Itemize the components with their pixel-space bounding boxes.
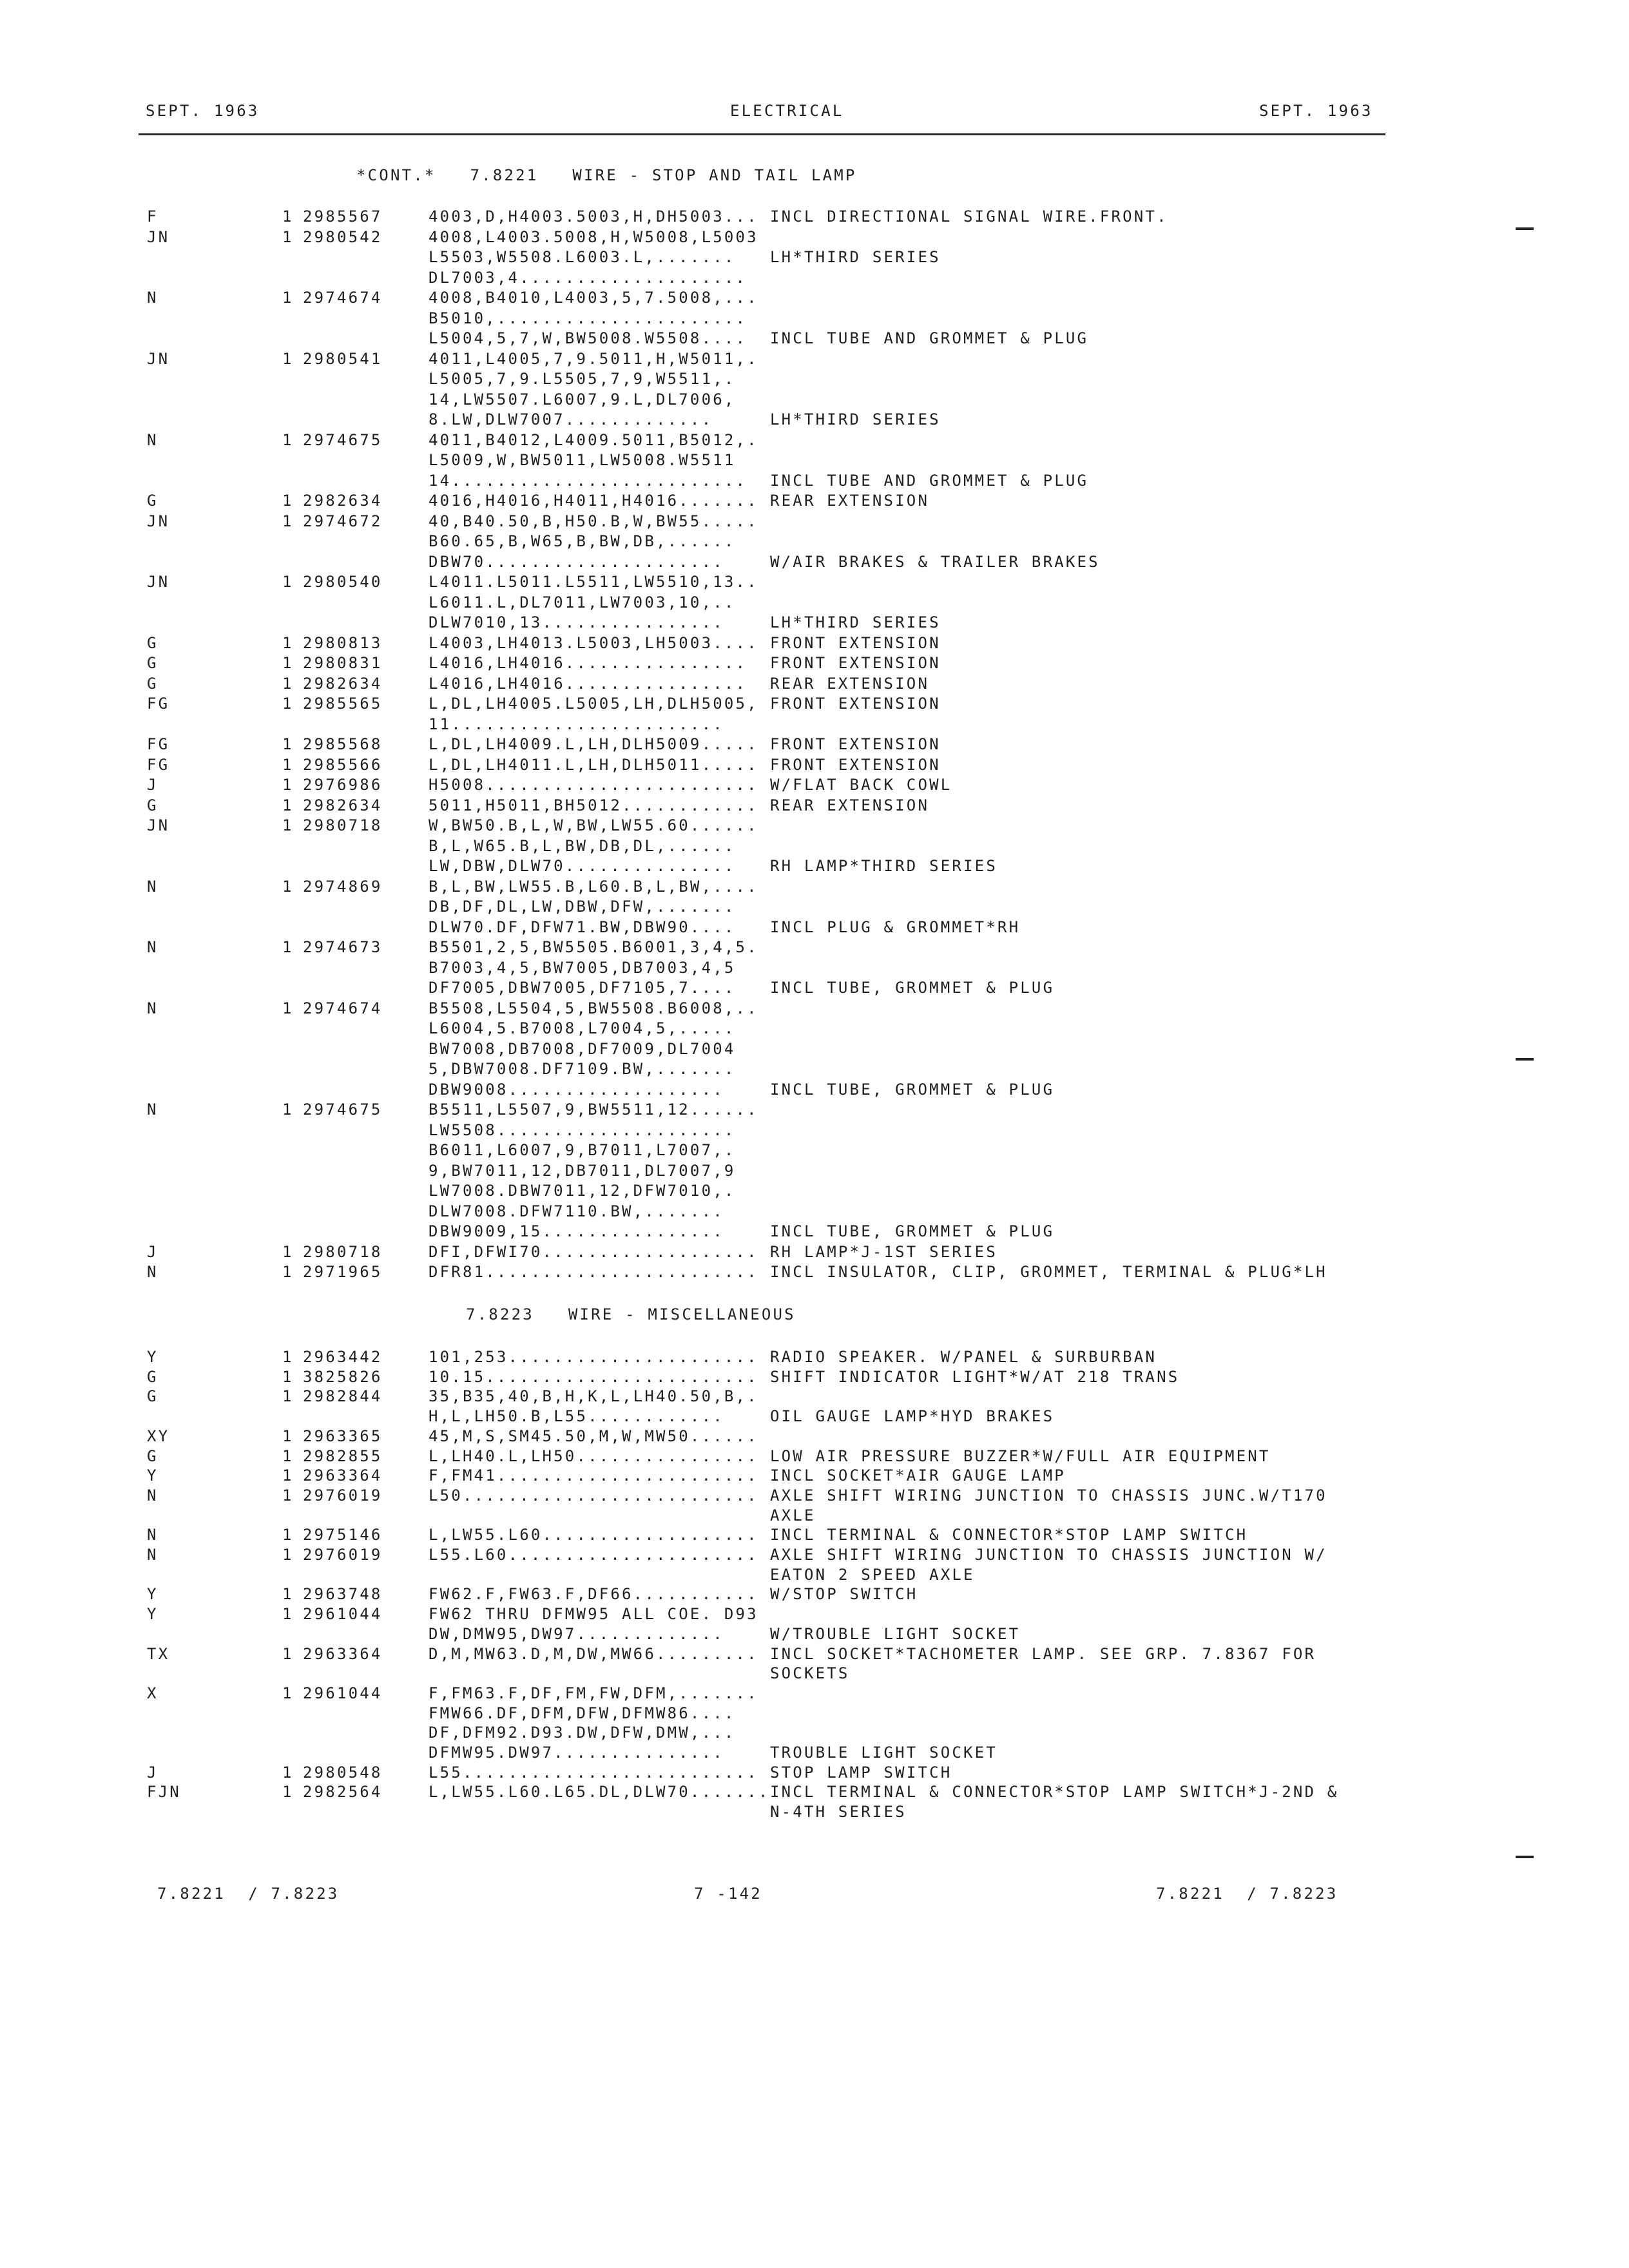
description: FRONT EXTENSION: [770, 654, 941, 672]
description: LH*THIRD SERIES: [770, 248, 941, 266]
footer-group-right: 7.8221 / 7.8223: [1156, 1885, 1338, 1903]
model-code: Y: [147, 1605, 159, 1624]
part-number: 2976019: [303, 1546, 383, 1564]
description: FRONT EXTENSION: [770, 633, 941, 652]
model-code: N: [147, 938, 159, 956]
application: L,LH40.L,LH50................: [429, 1446, 758, 1465]
part-number: 2963364: [303, 1644, 383, 1663]
model-code: X: [147, 1684, 159, 1702]
description: W/TROUBLE LIGHT SOCKET: [770, 1624, 1021, 1643]
application: LW7008.DBW7011,12,DFW7010,.: [429, 1182, 736, 1200]
quantity: 1: [282, 1684, 294, 1702]
part-number: 2974675: [303, 430, 383, 449]
application: DF7005,DBW7005,DF7105,7....: [429, 979, 736, 997]
application: DFMW95.DW97...............: [429, 1744, 724, 1762]
model-code: JN: [147, 227, 170, 246]
application: 5,DBW7008.DF7109.BW,.......: [429, 1060, 736, 1078]
application: 8.LW,DLW7007.............: [429, 410, 713, 428]
quantity: 1: [282, 289, 294, 307]
application: B5508,L5504,5,BW5508.B6008,..: [429, 999, 758, 1017]
quantity: 1: [282, 1585, 294, 1604]
application: B6011,L6007,9,B7011,L7007,.: [429, 1141, 736, 1159]
part-number: 2982844: [303, 1387, 383, 1406]
quantity: 1: [282, 1427, 294, 1445]
part-number: 2980542: [303, 227, 383, 246]
part-number: 2980718: [303, 816, 383, 834]
margin-mark: [1516, 1058, 1534, 1061]
quantity: 1: [282, 796, 294, 814]
quantity: 1: [282, 1526, 294, 1544]
application: 4011,L4005,7,9.5011,H,W5011,.: [429, 349, 758, 368]
application: L5503,W5508.L6003.L,.......: [429, 248, 736, 266]
part-number: 2974674: [303, 289, 383, 307]
model-code: JN: [147, 512, 170, 530]
description: SOCKETS: [770, 1664, 850, 1683]
application: B,L,BW,LW55.B,L60.B,L,BW,....: [429, 877, 758, 896]
model-code: G: [147, 633, 159, 652]
part-number: 2980548: [303, 1763, 383, 1782]
description: INCL DIRECTIONAL SIGNAL WIRE.FRONT.: [770, 207, 1168, 226]
part-number: 2974673: [303, 938, 383, 956]
model-code: G: [147, 1367, 159, 1386]
description: N-4TH SERIES: [770, 1803, 907, 1821]
model-code: J: [147, 1242, 159, 1261]
application: L50..........................: [429, 1486, 758, 1504]
header-rule: [139, 133, 1385, 135]
description: REAR EXTENSION: [770, 796, 930, 814]
description: FRONT EXTENSION: [770, 755, 941, 774]
application: DBW70.....................: [429, 552, 724, 571]
quantity: 1: [282, 755, 294, 774]
part-number: 2982634: [303, 796, 383, 814]
application: B5511,L5507,9,BW5511,12......: [429, 1100, 758, 1119]
quantity: 1: [282, 349, 294, 368]
model-code: G: [147, 674, 159, 693]
model-code: N: [147, 1486, 159, 1504]
model-code: FG: [147, 735, 170, 753]
description: OIL GAUGE LAMP*HYD BRAKES: [770, 1407, 1055, 1426]
margin-mark: [1516, 227, 1534, 230]
part-number: 2980718: [303, 1242, 383, 1261]
quantity: 1: [282, 695, 294, 713]
description: RH LAMP*THIRD SERIES: [770, 857, 998, 875]
description: SHIFT INDICATOR LIGHT*W/AT 218 TRANS: [770, 1367, 1180, 1386]
application: DFR81........................: [429, 1263, 758, 1281]
description: INCL TUBE, GROMMET & PLUG: [770, 979, 1055, 997]
quantity: 1: [282, 1486, 294, 1504]
description: AXLE SHIFT WIRING JUNCTION TO CHASSIS JUNC.W/T170: [770, 1486, 1327, 1504]
model-code: N: [147, 1263, 159, 1281]
quantity: 1: [282, 1263, 294, 1281]
quantity: 1: [282, 1763, 294, 1782]
section-title-stop-tail-lamp: *CONT.* 7.8221 WIRE - STOP AND TAIL LAMP: [356, 166, 857, 184]
application: L,DL,LH4011.L,LH,DLH5011.....: [429, 755, 758, 774]
application: L,LW55.L60.L65.DL,DLW70.......: [429, 1783, 770, 1802]
application: D,M,MW63.D,M,DW,MW66.........: [429, 1644, 758, 1663]
quantity: 1: [282, 573, 294, 591]
quantity: 1: [282, 816, 294, 834]
application: DBW9008...................: [429, 1080, 724, 1099]
application: L55..........................: [429, 1763, 758, 1782]
description: W/AIR BRAKES & TRAILER BRAKES: [770, 552, 1100, 571]
application: DF,DFM92.D93.DW,DFW,DMW,...: [429, 1724, 736, 1742]
application: L5009,W,BW5011,LW5008.W5511: [429, 451, 736, 469]
application: 11........................: [429, 715, 724, 733]
description: INCL TUBE, GROMMET & PLUG: [770, 1222, 1055, 1240]
description: INCL TUBE AND GROMMET & PLUG: [770, 471, 1089, 490]
model-code: G: [147, 1387, 159, 1406]
part-number: 2985568: [303, 735, 383, 753]
application: BW7008,DB7008,DF7009,DL7004: [429, 1039, 736, 1058]
application: 14,LW5507.L6007,9.L,DL7006,: [429, 390, 736, 408]
model-code: N: [147, 1100, 159, 1119]
part-number: 2963365: [303, 1427, 383, 1445]
part-number: 2980541: [303, 349, 383, 368]
part-number: 2980831: [303, 654, 383, 672]
application: B60.65,B,W65,B,BW,DB,......: [429, 532, 736, 550]
model-code: FG: [147, 755, 170, 774]
model-code: G: [147, 796, 159, 814]
application: FMW66.DF,DFM,DFW,DFMW86....: [429, 1704, 736, 1722]
application: 4008,B4010,L4003,5,7.5008,...: [429, 289, 758, 307]
quantity: 1: [282, 1644, 294, 1663]
application: DLW7010,13................: [429, 613, 724, 631]
quantity: 1: [282, 735, 294, 753]
quantity: 1: [282, 1242, 294, 1261]
application: L,DL,LH4005.L5005,LH,DLH5005,: [429, 695, 758, 713]
description: W/STOP SWITCH: [770, 1585, 918, 1604]
description: LOW AIR PRESSURE BUZZER*W/FULL AIR EQUIPMENT: [770, 1446, 1271, 1465]
application: 10.15........................: [429, 1367, 758, 1386]
application: H5008........................: [429, 776, 758, 794]
part-number: 2974674: [303, 999, 383, 1017]
section-title-miscellaneous: 7.8223 WIRE - MISCELLANEOUS: [466, 1305, 796, 1323]
header-date-right: SEPT. 1963: [1259, 102, 1373, 120]
application: 35,B35,40,B,H,K,L,LH40.50,B,.: [429, 1387, 758, 1406]
part-number: 2974675: [303, 1100, 383, 1119]
quantity: 1: [282, 654, 294, 672]
application: DL7003,4....................: [429, 268, 747, 287]
application: DW,DMW95,DW97.............: [429, 1624, 724, 1643]
model-code: FJN: [147, 1783, 181, 1802]
application: L4003,LH4013.L5003,LH5003....: [429, 633, 758, 652]
quantity: 1: [282, 512, 294, 530]
application: B7003,4,5,BW7005,DB7003,4,5: [429, 958, 736, 977]
model-code: N: [147, 877, 159, 896]
application: L6004,5.B7008,L7004,5,.....: [429, 1019, 736, 1037]
part-number: 2963748: [303, 1585, 383, 1604]
application: 101,253......................: [429, 1348, 758, 1366]
part-number: 2971965: [303, 1263, 383, 1281]
application: H,L,LH50.B,L55............: [429, 1407, 724, 1426]
model-code: J: [147, 1763, 159, 1782]
application: 40,B40.50,B,H50.B,W,BW55.....: [429, 512, 758, 530]
application: F,FM63.F,DF,FM,FW,DFM,.......: [429, 1684, 758, 1702]
description: INCL INSULATOR, CLIP, GROMMET, TERMINAL & PLUG*LH: [770, 1263, 1327, 1281]
part-number: 2961044: [303, 1684, 383, 1702]
quantity: 1: [282, 1446, 294, 1465]
description: RADIO SPEAKER. W/PANEL & SURBURBAN: [770, 1348, 1157, 1366]
part-number: 2982855: [303, 1446, 383, 1465]
application: 9,BW7011,12,DB7011,DL7007,9: [429, 1161, 736, 1180]
part-number: 2985566: [303, 755, 383, 774]
quantity: 1: [282, 633, 294, 652]
description: INCL SOCKET*AIR GAUGE LAMP: [770, 1466, 1066, 1485]
description: FRONT EXTENSION: [770, 695, 941, 713]
margin-mark: [1516, 1856, 1534, 1858]
application: 4008,L4003.5008,H,W5008,L5003: [429, 227, 758, 246]
part-number: 2985565: [303, 695, 383, 713]
application: B5010,......................: [429, 309, 747, 327]
model-code: J: [147, 776, 159, 794]
description: STOP LAMP SWITCH: [770, 1763, 952, 1782]
application: DFI,DFWI70...................: [429, 1242, 758, 1261]
application: FW62.F,FW63.F,DF66...........: [429, 1585, 758, 1604]
application: L5004,5,7,W,BW5008.W5508....: [429, 329, 747, 347]
part-number: 3825826: [303, 1367, 383, 1386]
model-code: G: [147, 654, 159, 672]
footer-page-number: 7 -142: [694, 1885, 762, 1903]
header-date-left: SEPT. 1963: [146, 102, 260, 120]
description: REAR EXTENSION: [770, 674, 930, 693]
model-code: G: [147, 492, 159, 510]
model-code: N: [147, 430, 159, 449]
quantity: 1: [282, 877, 294, 896]
application: 5011,H5011,BH5012............: [429, 796, 758, 814]
description: FRONT EXTENSION: [770, 735, 941, 753]
application: B5501,2,5,BW5505.B6001,3,4,5.: [429, 938, 758, 956]
quantity: 1: [282, 1783, 294, 1802]
header-section-title: ELECTRICAL: [730, 102, 844, 120]
application: F,FM41.......................: [429, 1466, 758, 1485]
part-number: 2982634: [303, 492, 383, 510]
model-code: XY: [147, 1427, 170, 1445]
description: LH*THIRD SERIES: [770, 410, 941, 428]
model-code: F: [147, 207, 159, 226]
description: RH LAMP*J-1ST SERIES: [770, 1242, 998, 1261]
application: L6011.L,DL7011,LW7003,10,..: [429, 593, 736, 611]
part-number: 2976019: [303, 1486, 383, 1504]
application: 4003,D,H4003.5003,H,DH5003...: [429, 207, 758, 226]
part-number: 2985567: [303, 207, 383, 226]
quantity: 1: [282, 999, 294, 1017]
application: L4016,LH4016................: [429, 674, 747, 693]
description: EATON 2 SPEED AXLE: [770, 1565, 975, 1584]
application: 14..........................: [429, 471, 747, 490]
quantity: 1: [282, 1367, 294, 1386]
quantity: 1: [282, 492, 294, 510]
quantity: 1: [282, 1605, 294, 1624]
model-code: Y: [147, 1585, 159, 1604]
quantity: 1: [282, 207, 294, 226]
application: 45,M,S,SM45.50,M,W,MW50......: [429, 1427, 758, 1445]
part-number: 2963364: [303, 1466, 383, 1485]
part-number: 2982634: [303, 674, 383, 693]
description: INCL TUBE, GROMMET & PLUG: [770, 1080, 1055, 1099]
model-code: Y: [147, 1466, 159, 1485]
application: L4016,LH4016................: [429, 654, 747, 672]
model-code: JN: [147, 573, 170, 591]
description: LH*THIRD SERIES: [770, 613, 941, 631]
part-number: 2980540: [303, 573, 383, 591]
application: 4016,H4016,H4011,H4016.......: [429, 492, 758, 510]
part-number: 2982564: [303, 1783, 383, 1802]
description: INCL SOCKET*TACHOMETER LAMP. SEE GRP. 7.8367 FOR: [770, 1644, 1316, 1663]
description: AXLE: [770, 1506, 816, 1524]
quantity: 1: [282, 1387, 294, 1406]
quantity: 1: [282, 1546, 294, 1564]
quantity: 1: [282, 1348, 294, 1366]
model-code: FG: [147, 695, 170, 713]
model-code: G: [147, 1446, 159, 1465]
description: REAR EXTENSION: [770, 492, 930, 510]
quantity: 1: [282, 938, 294, 956]
application: DLW70.DF,DFW71.BW,DBW90....: [429, 918, 736, 936]
model-code: JN: [147, 816, 170, 834]
application: L5005,7,9.L5505,7,9,W5511,.: [429, 370, 736, 388]
model-code: N: [147, 1526, 159, 1544]
application: L,LW55.L60...................: [429, 1526, 758, 1544]
description: W/FLAT BACK COWL: [770, 776, 952, 794]
quantity: 1: [282, 1466, 294, 1485]
model-code: JN: [147, 349, 170, 368]
application: DLW7008.DFW7110.BW,.......: [429, 1202, 724, 1220]
application: W,BW50.B,L,W,BW,LW55.60......: [429, 816, 758, 834]
part-number: 2961044: [303, 1605, 383, 1624]
footer-group-left: 7.8221 / 7.8223: [157, 1885, 340, 1903]
model-code: N: [147, 1546, 159, 1564]
model-code: N: [147, 999, 159, 1017]
application: LW5508.....................: [429, 1120, 736, 1139]
description: INCL TUBE AND GROMMET & PLUG: [770, 329, 1089, 347]
quantity: 1: [282, 430, 294, 449]
model-code: Y: [147, 1348, 159, 1366]
description: TROUBLE LIGHT SOCKET: [770, 1744, 998, 1762]
part-number: 2974869: [303, 877, 383, 896]
quantity: 1: [282, 674, 294, 693]
application: L,DL,LH4009.L,LH,DLH5009.....: [429, 735, 758, 753]
model-code: TX: [147, 1644, 170, 1663]
part-number: 2963442: [303, 1348, 383, 1366]
application: LW,DBW,DLW70...............: [429, 857, 736, 875]
part-number: 2974672: [303, 512, 383, 530]
description: INCL PLUG & GROMMET*RH: [770, 918, 1021, 936]
quantity: 1: [282, 776, 294, 794]
description: INCL TERMINAL & CONNECTOR*STOP LAMP SWITCH: [770, 1526, 1248, 1544]
quantity: 1: [282, 1100, 294, 1119]
application: L4011.L5011.L5511,LW5510,13..: [429, 573, 758, 591]
description: AXLE SHIFT WIRING JUNCTION TO CHASSIS JUNCTION W/: [770, 1546, 1327, 1564]
application: 4011,B4012,L4009.5011,B5012,.: [429, 430, 758, 449]
part-number: 2980813: [303, 633, 383, 652]
quantity: 1: [282, 227, 294, 246]
part-number: 2976986: [303, 776, 383, 794]
model-code: N: [147, 289, 159, 307]
application: DBW9009,15................: [429, 1222, 724, 1240]
application: L55.L60......................: [429, 1546, 758, 1564]
part-number: 2975146: [303, 1526, 383, 1544]
description: INCL TERMINAL & CONNECTOR*STOP LAMP SWITCH*J-2ND &: [770, 1783, 1339, 1802]
application: B,L,W65.B,L,BW,DB,DL,......: [429, 836, 736, 855]
application: FW62 THRU DFMW95 ALL COE. D93: [429, 1605, 758, 1624]
application: DB,DF,DL,LW,DBW,DFW,.......: [429, 898, 736, 916]
